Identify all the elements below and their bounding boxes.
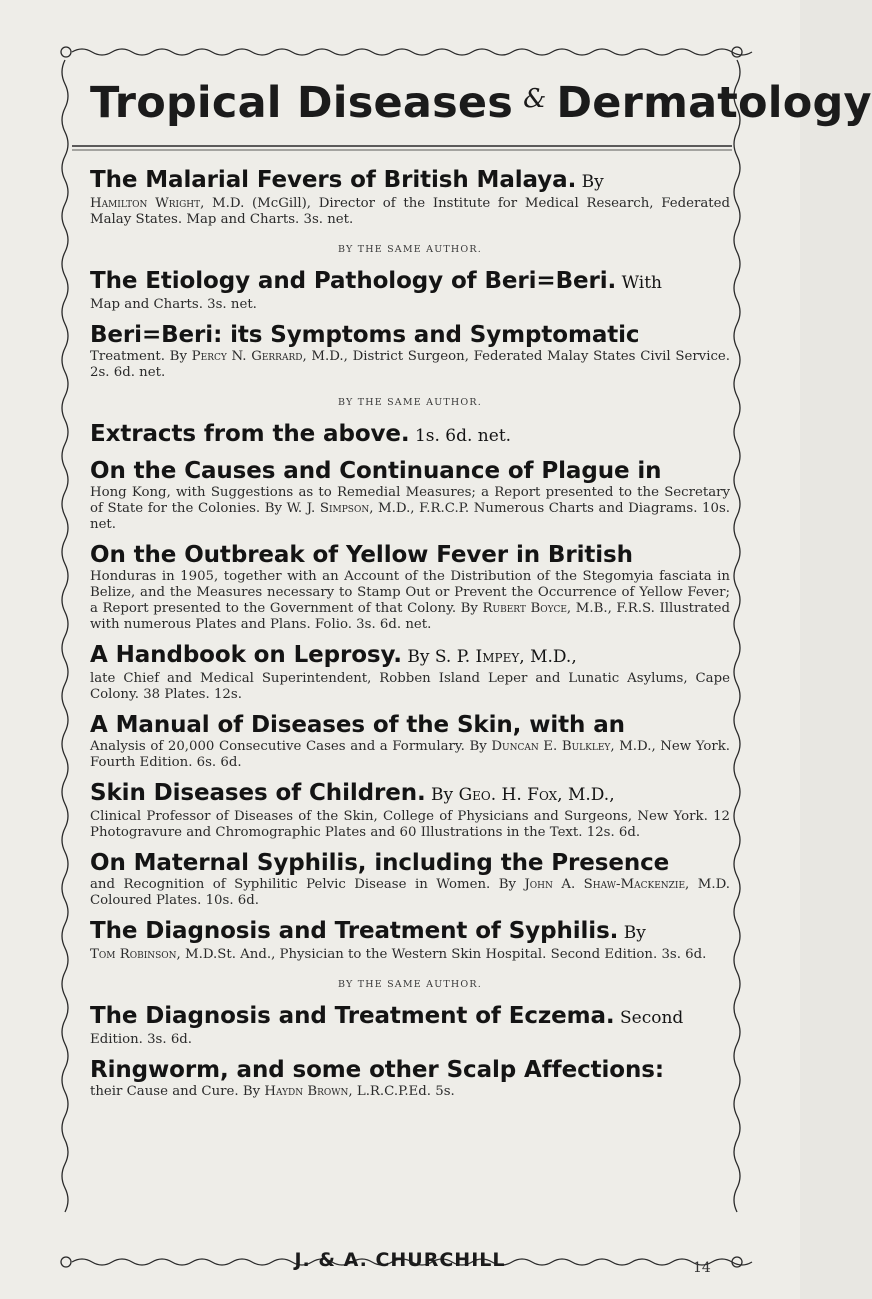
book-description-rest: , M.B., F.R.S. Illustrated with numerous Plates and Plans. Folio. 3s. 6d. net. — [90, 601, 730, 632]
same-author-note: BY THE SAME AUTHOR. — [338, 397, 482, 408]
title-tail: By — [576, 172, 604, 192]
book-entry — [90, 323, 730, 381]
book-entry — [90, 422, 730, 449]
book-title: On Maternal Syphilis, including the Presence — [90, 850, 670, 876]
title-tail: By S. P. — [401, 647, 476, 667]
book-title: A Manual of Diseases of the Skin, with an — [90, 712, 625, 738]
book-description: and Recognition of Syphilitic Pelvic Disease in Women. By — [90, 877, 525, 892]
book-title: The Etiology and Pathology of Beri=Beri. — [90, 268, 617, 294]
same-author-note: BY THE SAME AUTHOR. — [338, 979, 482, 990]
book-entry — [90, 781, 730, 841]
book-description: , M.D.St. And., Physician to the Western Skin Hospital. Second Edition. 3s. 6d. — [176, 947, 707, 962]
book-description: their Cause and Cure. By — [90, 1084, 265, 1099]
book-description: Edition. 3s. 6d. — [90, 1032, 193, 1047]
book-description: Hong Kong, with Suggestions as to Remedial Measures; a Report presented to the Secretary of State for the Colonies. By — [90, 485, 730, 516]
author-name: Duncan E. Bulkley — [491, 739, 611, 754]
book-title: The Diagnosis and Treatment of Eczema. — [90, 1003, 615, 1029]
book-list — [90, 168, 730, 1110]
title-left: Tropical Diseases — [90, 78, 514, 128]
book-description-rest: , M.D. Coloured Plates. 10s. 6d. — [90, 877, 730, 908]
book-entry — [90, 643, 730, 703]
title-tail: By — [618, 923, 646, 943]
book-title: A Handbook on Leprosy. — [90, 642, 402, 668]
author-name: Geo. H. Fox — [458, 785, 558, 805]
title-tail-end: , M.D., — [557, 785, 615, 805]
ampersand: & — [523, 84, 547, 114]
book-entry — [90, 1004, 730, 1048]
page-number: 14 — [693, 1260, 711, 1276]
book-entry — [90, 919, 730, 963]
title-tail: Second — [614, 1008, 684, 1028]
title-tail-end: , M.D., — [519, 647, 577, 667]
title-right: Dermatology — [556, 78, 872, 128]
author-name: Rubert Boyce — [482, 601, 567, 616]
book-description: Treatment. By — [90, 349, 192, 364]
book-description-rest: , M.D., District Surgeon, Federated Malay States Civil Service. 2s. 6d. net. — [90, 349, 730, 380]
book-entry — [90, 713, 730, 771]
book-title: Skin Diseases of Children. — [90, 780, 426, 806]
author-name: Hamilton Wright — [90, 196, 201, 211]
book-title: The Malarial Fevers of British Malaya. — [90, 167, 577, 193]
book-description-rest: , M.D., New York. Fourth Edition. 6s. 6d. — [90, 739, 731, 770]
book-entry — [90, 459, 730, 533]
book-description: Analysis of 20,000 Consecutive Cases and a Formulary. By — [90, 739, 492, 754]
book-description: late Chief and Medical Superintendent, Robben Island Leper and Lunatic Asylums, Cape Colony. 38 Plates. 12s. — [90, 671, 730, 702]
title-tail: By — [425, 785, 459, 805]
book-title: On the Outbreak of Yellow Fever in British — [90, 542, 633, 568]
book-description: , M.D. (McGill), Director of the Institute for Medical Research, Federated Malay States. Map and Charts. 3s. net. — [90, 196, 730, 227]
book-entry — [90, 851, 730, 909]
book-description: Map and Charts. 3s. net. — [90, 297, 257, 312]
page-title — [90, 78, 872, 128]
publisher-footer: J. & A. CHURCHILL — [294, 1249, 506, 1271]
book-description-rest: , L.R.C.P.Ed. 5s. — [348, 1084, 455, 1099]
book-title: On the Causes and Continuance of Plague in — [90, 458, 662, 484]
book-entry — [90, 168, 730, 228]
author-name: W. J. Simpson — [286, 501, 370, 516]
book-description-rest: , M.D., F.R.C.P. Numerous Charts and Diagrams. 10s. net. — [90, 501, 730, 532]
book-entry — [90, 269, 730, 313]
book-title: Ringworm, and some other Scalp Affections: — [90, 1057, 664, 1083]
book-title: Extracts from the above. — [90, 421, 410, 447]
author-name: Haydn Brown — [264, 1084, 349, 1099]
title-tail: 1s. 6d. net. — [409, 426, 512, 446]
author-name: Percy N. Gerrard — [191, 349, 303, 364]
author-name: John A. Shaw-Mackenzie — [524, 877, 686, 892]
book-title: The Diagnosis and Treatment of Syphilis. — [90, 918, 619, 944]
book-title: Beri=Beri: its Symptoms and Symptomatic — [90, 322, 640, 348]
book-description: Honduras in 1905, together with an Account of the Distribution of the Stegomyia fasciata in Belize, and the Measures necessary to Stamp Out or Prevent the Occurrence of Yellow Fever; a Report presented to the Government of that Colony. By — [90, 569, 730, 616]
author-name: Impey — [475, 647, 520, 667]
book-entry — [90, 1058, 730, 1100]
author-name: Tom Robinson — [90, 947, 177, 962]
same-author-note: BY THE SAME AUTHOR. — [338, 244, 482, 255]
title-tail: With — [616, 273, 662, 293]
book-description: Clinical Professor of Diseases of the Skin, College of Physicians and Surgeons, New York. 12 Photogravure and Chromographic Plates and 60 Illustrations in the Text. 12s. 6d. — [90, 809, 730, 840]
book-entry — [90, 543, 730, 633]
